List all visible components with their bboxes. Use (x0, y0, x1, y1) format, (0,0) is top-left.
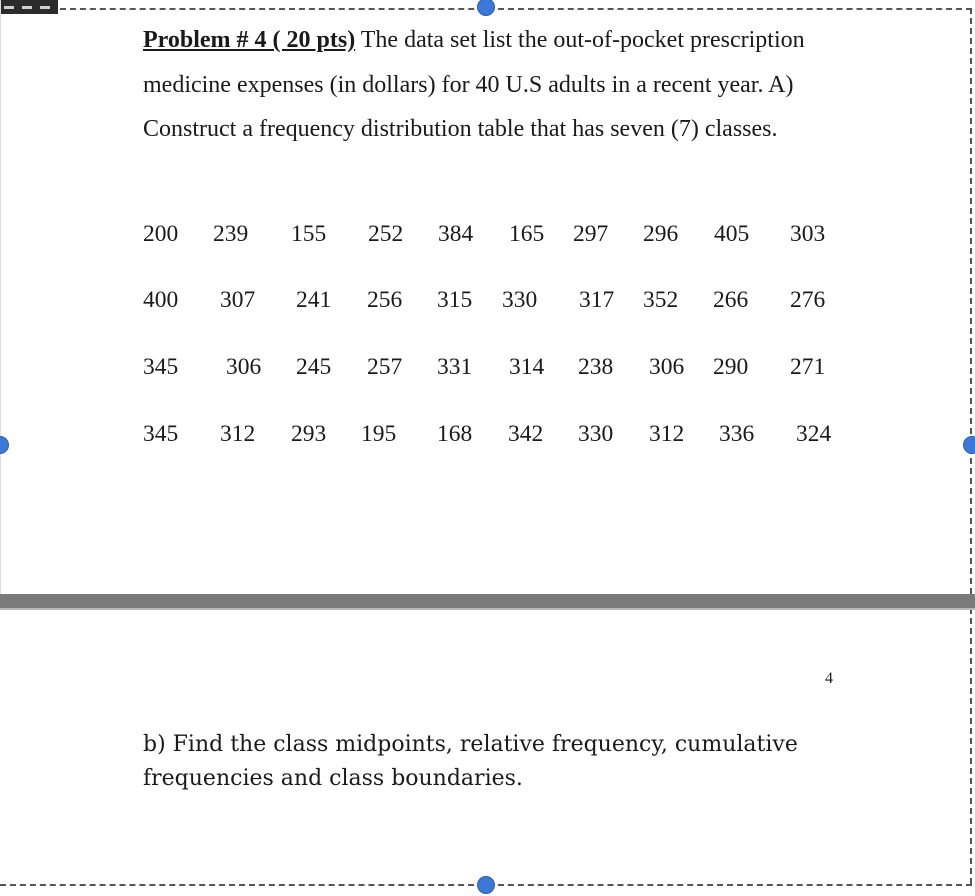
resize-handle-bottom[interactable] (477, 876, 495, 894)
data-value: 238 (578, 354, 614, 380)
data-value: 342 (508, 421, 544, 447)
data-value: 296 (643, 221, 679, 247)
data-value: 315 (437, 287, 473, 313)
data-value: 195 (361, 421, 397, 447)
data-value: 345 (143, 354, 179, 380)
data-value: 257 (367, 354, 403, 380)
data-value: 266 (713, 287, 749, 313)
data-value: 307 (220, 287, 256, 313)
corner-tab (0, 0, 58, 14)
problem-text: The data set list the out-of-pocket prescription medicine expenses (in dollars) for 40 U.S adults in a recent year. A) Construct a frequency distribution table that has seven (7) classes. (143, 27, 805, 142)
page-break (0, 594, 975, 608)
data-value: 245 (296, 354, 332, 380)
data-value: 336 (719, 421, 755, 447)
data-row (0, 287, 975, 317)
data-value: 314 (509, 354, 545, 380)
data-value: 239 (213, 221, 249, 247)
data-value: 400 (143, 287, 179, 313)
data-value: 331 (437, 354, 473, 380)
resize-handle-top[interactable] (477, 0, 495, 16)
selection-border-top (60, 8, 972, 10)
data-value: 312 (649, 421, 685, 447)
data-value: 252 (368, 221, 404, 247)
page-number: 4 (825, 670, 833, 687)
problem-heading: Problem # 4 ( 20 pts) (143, 27, 356, 53)
data-value: 405 (714, 221, 750, 247)
data-value: 352 (643, 287, 679, 313)
data-value: 306 (649, 354, 685, 380)
data-value: 384 (438, 221, 474, 247)
data-value: 312 (220, 421, 256, 447)
data-value: 290 (713, 354, 749, 380)
data-value: 271 (790, 354, 826, 380)
data-value: 306 (226, 354, 262, 380)
data-value: 168 (437, 421, 473, 447)
data-value: 165 (509, 221, 545, 247)
data-value: 200 (143, 221, 179, 247)
data-value: 297 (573, 221, 609, 247)
data-value: 345 (143, 421, 179, 447)
data-value: 155 (291, 221, 327, 247)
data-value: 303 (790, 221, 826, 247)
data-value: 330 (502, 287, 538, 313)
data-value: 317 (579, 287, 615, 313)
data-value: 256 (367, 287, 403, 313)
data-value: 330 (578, 421, 614, 447)
data-row (0, 354, 975, 384)
data-row (0, 421, 975, 451)
data-value: 324 (796, 421, 832, 447)
data-value: 293 (291, 421, 327, 447)
part-b-question: b) Find the class midpoints, relative frequency, cumulative frequencies and class boundaries. (143, 732, 798, 791)
data-value: 241 (296, 287, 332, 313)
data-value: 276 (790, 287, 826, 313)
data-row (0, 221, 975, 251)
problem-statement (143, 18, 833, 152)
